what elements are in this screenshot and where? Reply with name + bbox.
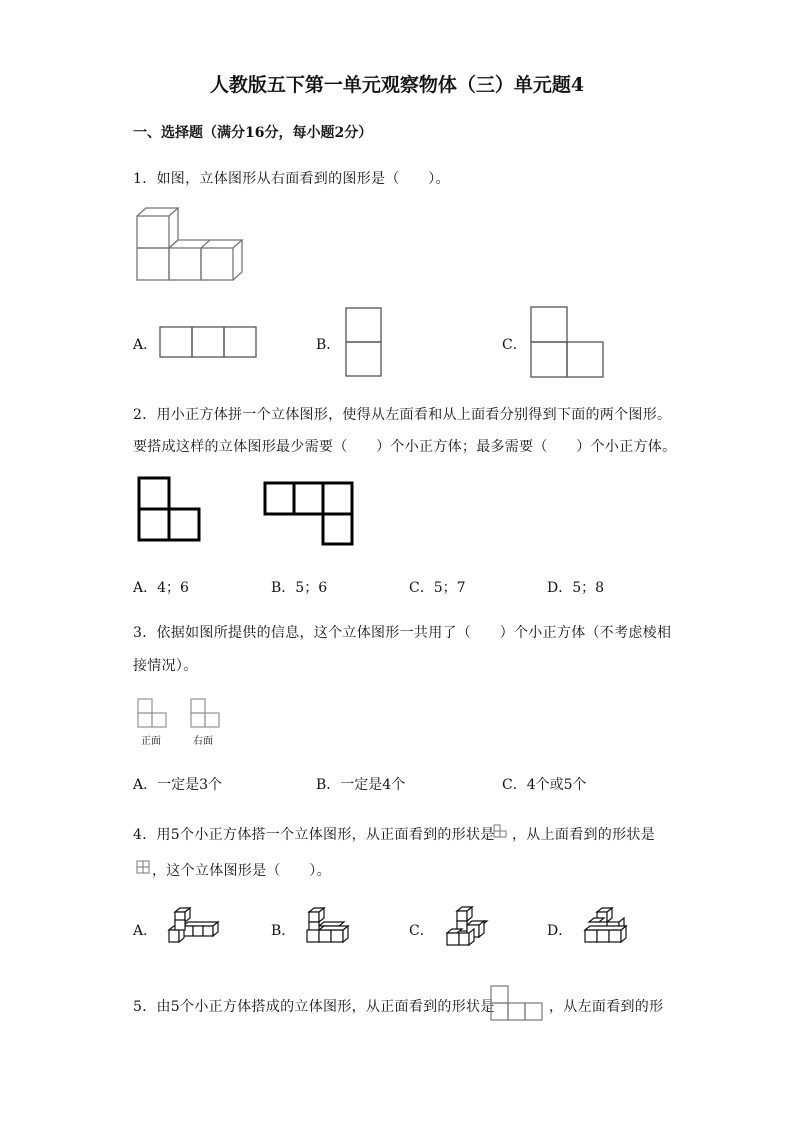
page-title: 人教版五下第一单元观察物体（三）单元题4 bbox=[209, 74, 585, 96]
question-1-option-c-figure[interactable] bbox=[530, 306, 606, 380]
question-2-text-line2: 要搭成这样的立体图形最少需要（ ）个小正方体；最多需要（ ）个小正方体。 bbox=[133, 439, 677, 455]
question-3-front-view bbox=[137, 698, 169, 730]
question-1-option-a-figure[interactable] bbox=[159, 326, 259, 360]
question-3-option-c[interactable]: C．4个或5个 bbox=[502, 777, 587, 793]
question-1-text: 1．如图，立体图形从右面看到的图形是（ ）。 bbox=[133, 171, 450, 187]
question-2-text-line1: 2．用小正方体拼一个立体图形，使得从左面看和从上面看分别得到下面的两个图形。 bbox=[133, 407, 672, 423]
question-4-option-c-label[interactable]: C． bbox=[409, 923, 434, 939]
question-2-option-c[interactable]: C．5；7 bbox=[409, 580, 466, 596]
question-3-option-a[interactable]: A．一定是3个 bbox=[133, 777, 223, 793]
question-3-right-caption: 右面 bbox=[193, 736, 213, 747]
question-2-option-d[interactable]: D．5；8 bbox=[547, 580, 605, 596]
question-4-text-line1-a: 4．用5个小正方体搭一个立体图形，从正面看到的形状是 bbox=[133, 827, 495, 843]
question-2-top-view bbox=[263, 481, 358, 547]
question-4-option-c-figure[interactable] bbox=[443, 905, 493, 947]
question-3-front-caption: 正面 bbox=[141, 736, 161, 747]
question-4-option-b-label[interactable]: B． bbox=[271, 923, 296, 939]
question-1-solid-figure bbox=[130, 205, 250, 285]
question-2-option-a[interactable]: A．4；6 bbox=[133, 580, 189, 596]
question-3-text-line1: 3．依据如图所提供的信息，这个立体图形一共用了（ ）个小正方体（不考虑棱相 bbox=[133, 625, 672, 641]
question-4-text-line2: ，这个立体图形是（ ）。 bbox=[152, 863, 331, 879]
question-4-front-view-icon bbox=[493, 824, 511, 840]
question-4-text-line1-b: ，从上面看到的形状是 bbox=[512, 827, 655, 843]
question-1-option-c-label[interactable]: C． bbox=[502, 337, 527, 353]
question-4-option-a-figure[interactable] bbox=[167, 906, 223, 946]
question-1-option-b-label[interactable]: B． bbox=[316, 337, 341, 353]
question-5-text-line1-b: ，从左面看到的形 bbox=[549, 999, 664, 1015]
question-3-text-line2: 接情况）。 bbox=[133, 658, 198, 674]
question-5-text-line1-a: 5．由5个小正方体搭成的立体图形，从正面看到的形状是 bbox=[133, 999, 495, 1015]
question-4-option-a-label[interactable]: A． bbox=[133, 923, 158, 939]
section-heading: 一、选择题（满分16分，每小题2分） bbox=[133, 125, 373, 141]
question-5-front-view-icon bbox=[490, 985, 548, 1023]
question-1-option-b-figure[interactable] bbox=[345, 307, 385, 379]
question-4-option-d-label[interactable]: D． bbox=[547, 923, 573, 939]
question-3-right-view bbox=[190, 698, 222, 730]
question-3-option-b[interactable]: B．一定是4个 bbox=[316, 777, 406, 793]
question-2-option-b[interactable]: B．5；6 bbox=[271, 580, 328, 596]
question-4-top-view-icon bbox=[136, 860, 152, 876]
question-4-option-b-figure[interactable] bbox=[305, 906, 351, 946]
question-1-option-a-label[interactable]: A． bbox=[133, 337, 158, 353]
question-2-left-view bbox=[137, 476, 203, 544]
question-4-option-d-figure[interactable] bbox=[583, 906, 631, 946]
